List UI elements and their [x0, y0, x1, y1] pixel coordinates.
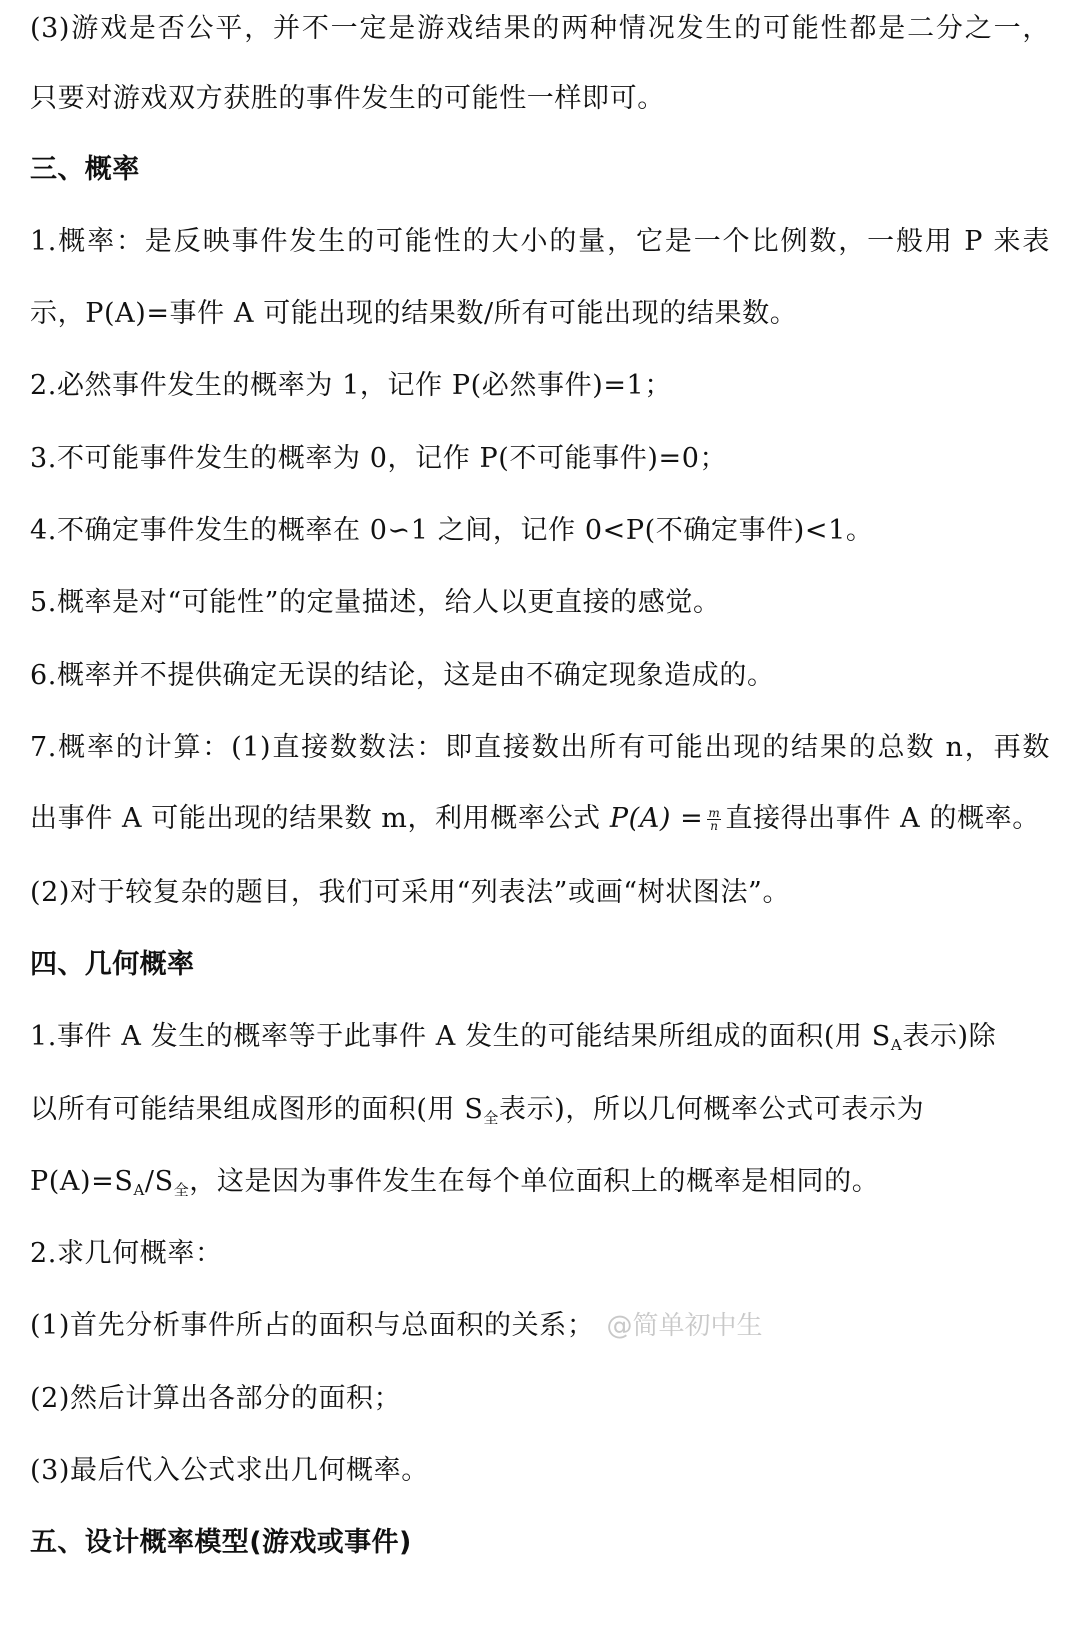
- subscript: 全: [173, 1181, 190, 1199]
- subscript: A: [133, 1181, 145, 1199]
- formula-text-before: 出事件 A 可能出现的结果数 m，利用概率公式: [30, 803, 610, 834]
- text: 1.事件 A 发生的概率等于此事件 A 发生的可能结果所组成的面积(用 S: [30, 1021, 891, 1052]
- paragraph-line: 7.概率的计算：(1)直接数数法：即直接数出所有可能出现的结果的总数 n，再数: [30, 732, 1050, 763]
- paragraph-line: 3.不可能事件发生的概率为 0，记作 P(不可能事件)=0；: [30, 443, 728, 474]
- text: P(A)=S: [30, 1166, 134, 1197]
- fraction-denominator: n: [710, 819, 719, 833]
- text: (1)首先分析事件所占的面积与总面积的关系；: [30, 1310, 595, 1341]
- formula-left: P(A) =: [609, 803, 704, 834]
- text: ，这是因为事件发生在每个单位面积上的概率是相同的。: [189, 1166, 880, 1197]
- section-heading-probability: 三、概率: [30, 154, 140, 185]
- paragraph-line: [30, 1010, 1050, 1064]
- text: 以所有可能结果组成图形的面积(用 S: [30, 1094, 484, 1125]
- paragraph-line: 1.概率：是反映事件发生的可能性的大小的量，它是一个比例数，一般用 P 来表: [30, 226, 1050, 257]
- paragraph-line: [30, 1299, 1050, 1353]
- paragraph-line: (3)游戏是否公平，并不一定是游戏结果的两种情况发生的可能性都是二分之一，: [30, 13, 1050, 44]
- text: 表示)除: [902, 1021, 997, 1052]
- paragraph-line: 4.不确定事件发生的概率在 0∽1 之间，记作 0<P(不确定事件)<1。: [30, 515, 874, 546]
- paragraph-line: 2.必然事件发生的概率为 1，记作 P(必然事件)=1；: [30, 370, 672, 401]
- paragraph-line: 5.概率是对“可能性”的定量描述，给人以更直接的感觉。: [30, 587, 721, 618]
- section-heading-geometric-probability: 四、几何概率: [30, 949, 195, 980]
- formula-text-after: 直接得出事件 A 的概率。: [725, 803, 1040, 834]
- text: /S: [144, 1166, 174, 1197]
- fraction-numerator: m: [708, 806, 721, 820]
- paragraph-line: 2.求几何概率：: [30, 1238, 223, 1269]
- paragraph-line: (2)对于较复杂的题目，我们可采用“列表法”或画“树状图法”。: [30, 877, 791, 908]
- section-heading-probability-model: 五、设计概率模型(游戏或事件): [30, 1527, 412, 1558]
- paragraph-line: 6.概率并不提供确定无误的结论，这是由不确定现象造成的。: [30, 660, 775, 691]
- watermark: @简单初中生: [606, 1311, 763, 1341]
- paragraph-line: [30, 1083, 1050, 1137]
- paragraph-line: [30, 1155, 1050, 1209]
- paragraph-line: (3)最后代入公式求出几何概率。: [30, 1455, 429, 1486]
- subscript: 全: [483, 1109, 500, 1127]
- paragraph-line-formula: [30, 792, 1050, 846]
- paragraph-line: (2)然后计算出各部分的面积；: [30, 1383, 402, 1414]
- paragraph-line: 只要对游戏双方获胜的事件发生的可能性一样即可。: [30, 83, 665, 114]
- subscript: A: [890, 1036, 903, 1054]
- formula-fraction: [707, 807, 721, 832]
- text: 表示)，所以几何概率公式可表示为: [499, 1094, 925, 1125]
- paragraph-line: 示，P(A)=事件 A 可能出现的结果数/所有可能出现的结果数。: [30, 298, 798, 329]
